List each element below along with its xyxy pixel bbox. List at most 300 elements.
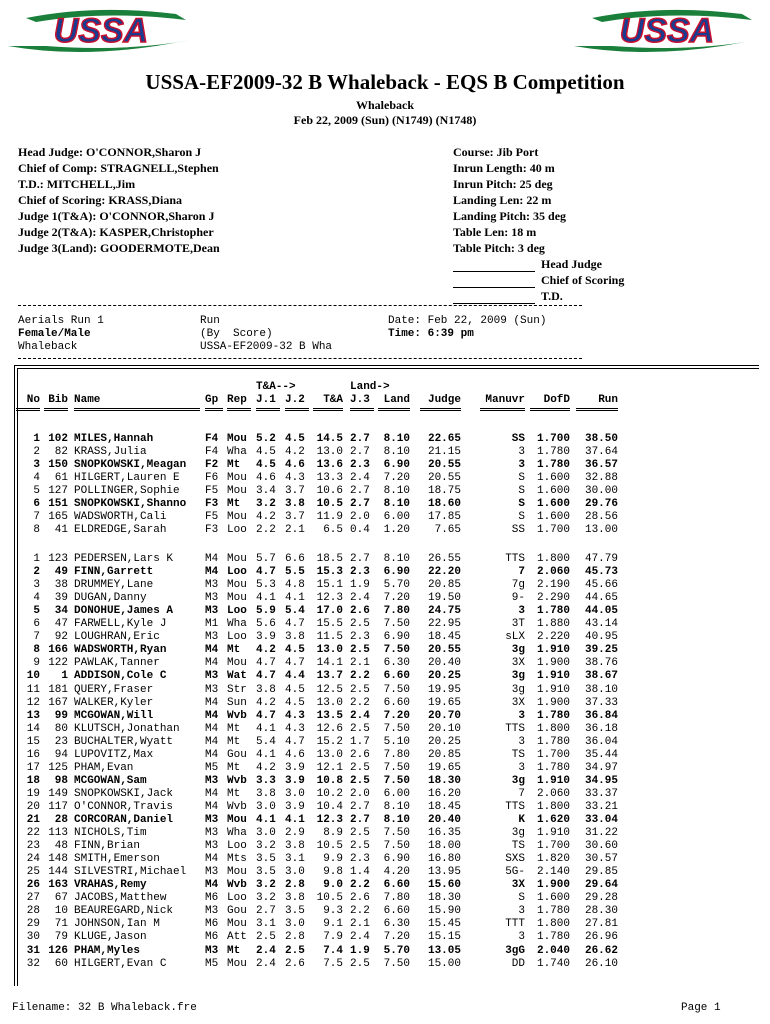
cell-man: SS (511, 524, 525, 537)
footer-page: Page 1 (681, 1002, 721, 1014)
cell-name: JACOBS,Matthew (74, 892, 167, 905)
cell-judge: 21.15 (427, 446, 461, 459)
cell-no: 6 (33, 498, 40, 511)
cell-dofd: 1.780 (536, 905, 570, 918)
cell-j3: 2.5 (350, 618, 370, 631)
table-row (0, 945, 770, 958)
cell-j1: 2.2 (256, 524, 276, 537)
course-item: Table Len: 18 m (453, 225, 537, 239)
table-row (0, 579, 770, 592)
cell-land: 7.50 (383, 957, 410, 970)
cell-judge: 18.45 (427, 800, 461, 813)
cell-j3: 2.4 (350, 931, 370, 944)
cell-j2: 4.3 (285, 472, 305, 485)
cell-ta: 13.6 (316, 459, 343, 472)
cell-no: 29 (26, 918, 40, 931)
cell-rep: Mou (227, 553, 247, 565)
cell-man: TTS (505, 722, 525, 735)
cell-land: 8.10 (383, 553, 410, 565)
column-header-run: Run (598, 394, 618, 406)
cell-j1: 4.2 (256, 761, 276, 774)
cell-rep: Loo (227, 631, 247, 644)
cell-rep: Mts (227, 853, 247, 866)
cell-judge: 18.60 (427, 498, 461, 511)
table-row (0, 814, 770, 827)
cell-man: DD (511, 957, 525, 970)
cell-man: 7 (518, 787, 525, 800)
cell-run: 32.88 (584, 472, 618, 485)
cell-rep: Wha (227, 618, 247, 631)
cell-j1: 5.6 (256, 618, 276, 631)
cell-dofd: 1.900 (536, 696, 570, 709)
cell-j1: 3.0 (256, 827, 276, 840)
cell-run: 34.95 (584, 774, 618, 787)
cell-j2: 2.6 (285, 957, 305, 970)
cell-j2: 2.1 (285, 524, 305, 537)
cell-judge: 20.55 (427, 472, 461, 485)
cell-j2: 3.9 (285, 800, 305, 813)
cell-no: 15 (26, 735, 40, 748)
cell-j1: 3.9 (256, 631, 276, 644)
cell-gp: M6 (205, 892, 219, 905)
cell-j1: 2.4 (256, 957, 276, 970)
cell-gp: F4 (205, 446, 219, 459)
cell-man: 3g (511, 670, 525, 683)
cell-name: FINN,Brian (74, 840, 141, 853)
table-row (0, 511, 770, 524)
cell-dofd: 1.780 (536, 735, 570, 748)
cell-no: 12 (26, 696, 40, 709)
table-row (0, 866, 770, 879)
cell-rep: Str (227, 683, 247, 696)
cell-no: 16 (26, 748, 40, 761)
cell-ta: 7.4 (323, 944, 343, 957)
cell-no: 1 (33, 553, 40, 565)
cell-bib: 150 (48, 459, 68, 472)
table-row (0, 433, 770, 446)
cell-no: 7 (33, 511, 40, 524)
cell-no: 21 (26, 814, 40, 826)
cell-judge: 16.20 (427, 787, 461, 800)
cell-j1: 3.2 (256, 498, 276, 511)
cell-land: 7.50 (383, 827, 410, 840)
cell-gp: M4 (205, 800, 219, 813)
cell-land: 8.10 (383, 498, 410, 511)
cell-name: KRASS,Julia (74, 446, 147, 459)
cell-name: FINN,Garrett (74, 566, 154, 579)
cell-j2: 3.8 (285, 840, 305, 853)
cell-j1: 3.2 (256, 879, 276, 892)
cell-land: 6.60 (383, 696, 410, 709)
column-header-j1: J.1 (256, 394, 276, 406)
cell-j3: 1.7 (350, 735, 370, 748)
cell-man: S (518, 485, 525, 498)
cell-j1: 4.5 (256, 459, 276, 472)
cell-man: SXS (505, 853, 525, 866)
cell-judge: 15.90 (427, 905, 461, 918)
cell-name: SILVESTRI,Michael (74, 866, 187, 879)
cell-run: 29.85 (584, 866, 618, 879)
cell-dofd: 1.700 (536, 748, 570, 761)
cell-j2: 3.1 (285, 853, 305, 866)
table-row (0, 723, 770, 736)
cell-j1: 3.2 (256, 840, 276, 853)
cell-judge: 16.80 (427, 853, 461, 866)
logo-text: USSA (53, 12, 149, 50)
header-underline (44, 408, 68, 411)
cell-run: 36.57 (584, 459, 618, 472)
cell-j1: 4.7 (256, 566, 276, 579)
cell-bib: 125 (48, 761, 68, 774)
cell-rep: Wvb (227, 800, 247, 813)
cell-rep: Loo (227, 524, 247, 537)
cell-ta: 9.1 (323, 918, 343, 931)
cell-bib: 39 (54, 592, 68, 605)
cell-dofd: 1.780 (536, 709, 570, 722)
cell-ta: 17.0 (316, 605, 343, 618)
table-row (0, 931, 770, 944)
header-underline (74, 408, 200, 411)
cell-run: 45.73 (584, 566, 618, 579)
cell-bib: 144 (48, 866, 68, 879)
cell-j2: 3.9 (285, 761, 305, 774)
cell-judge: 20.10 (427, 722, 461, 735)
cell-rep: Loo (227, 566, 247, 579)
cell-no: 4 (33, 592, 40, 605)
cell-no: 28 (26, 905, 40, 918)
cell-gp: F3 (205, 524, 219, 537)
cell-rep: Wha (227, 827, 247, 840)
cell-land: 8.10 (383, 814, 410, 826)
cell-j1: 5.2 (256, 433, 276, 445)
cell-name: O'CONNOR,Travis (74, 800, 174, 813)
signature-chief-scoring: Chief of Scoring (453, 272, 624, 288)
cell-j3: 2.0 (350, 787, 370, 800)
cell-ta: 12.3 (316, 592, 343, 605)
cell-man: 3g (511, 827, 525, 840)
cell-land: 7.20 (383, 592, 410, 605)
header-underline (285, 408, 309, 411)
cell-land: 7.80 (383, 748, 410, 761)
header-ta-group: T&A--> (256, 381, 296, 393)
column-header-gp: Gp (205, 394, 219, 406)
cell-run: 47.79 (584, 553, 618, 565)
cell-gp: M1 (205, 618, 219, 631)
header-underline (530, 408, 570, 411)
cell-name: SNOPKOWSKI,Shanno (74, 498, 187, 511)
cell-gp: M3 (205, 605, 219, 618)
cell-ta: 13.5 (316, 709, 343, 722)
cell-bib: 34 (54, 605, 68, 618)
cell-gp: M4 (205, 553, 219, 565)
cell-name: ELDREDGE,Sarah (74, 524, 167, 537)
cell-rep: Mt (227, 735, 241, 748)
cell-ta: 15.1 (316, 579, 343, 592)
cell-land: 7.20 (383, 931, 410, 944)
cell-man: 3 (518, 905, 525, 918)
cell-land: 6.00 (383, 511, 410, 524)
cell-no: 31 (26, 944, 40, 957)
cell-no: 32 (26, 957, 40, 970)
table-row (0, 566, 770, 579)
cell-land: 8.10 (383, 433, 410, 445)
cell-j2: 3.7 (285, 511, 305, 524)
cell-j2: 4.7 (285, 735, 305, 748)
cell-rep: Mt (227, 787, 241, 800)
cell-judge: 22.95 (427, 618, 461, 631)
cell-j2: 3.9 (285, 774, 305, 787)
cell-rep: Mt (227, 644, 241, 657)
cell-dofd: 1.600 (536, 472, 570, 485)
table-row (0, 710, 770, 723)
cell-j2: 3.0 (285, 918, 305, 931)
cell-land: 8.10 (383, 446, 410, 459)
cell-ta: 10.5 (316, 892, 343, 905)
cell-bib: 99 (54, 709, 68, 722)
cell-ta: 15.2 (316, 735, 343, 748)
cell-land: 5.70 (383, 579, 410, 592)
cell-gp: M3 (205, 905, 219, 918)
cell-land: 6.60 (383, 879, 410, 892)
cell-j1: 3.1 (256, 918, 276, 931)
table-row (0, 762, 770, 775)
table-row (0, 958, 770, 971)
cell-j2: 4.6 (285, 748, 305, 761)
cell-gp: M3 (205, 866, 219, 879)
course-item: Inrun Length: 40 m (453, 161, 555, 175)
cell-gp: M4 (205, 853, 219, 866)
cell-j3: 2.5 (350, 774, 370, 787)
cell-judge: 18.30 (427, 774, 461, 787)
cell-bib: 127 (48, 485, 68, 498)
cell-dofd: 1.780 (536, 446, 570, 459)
cell-j1: 3.4 (256, 485, 276, 498)
cell-land: 7.80 (383, 892, 410, 905)
cell-dofd: 2.140 (536, 866, 570, 879)
header-underline (227, 408, 251, 411)
cell-name: HILGERT,Lauren E (74, 472, 180, 485)
cell-gp: F5 (205, 485, 219, 498)
cell-j2: 3.8 (285, 892, 305, 905)
cell-j2: 4.5 (285, 696, 305, 709)
cell-j2: 4.7 (285, 618, 305, 631)
column-header-man: Manuvr (485, 394, 525, 406)
cell-j3: 2.4 (350, 592, 370, 605)
cell-j2: 4.5 (285, 433, 305, 445)
cell-land: 7.50 (383, 722, 410, 735)
cell-man: 3g (511, 774, 525, 787)
cell-rep: Wha (227, 446, 247, 459)
cell-j3: 2.6 (350, 748, 370, 761)
cell-j2: 5.5 (285, 566, 305, 579)
signature-td: T.D. (453, 288, 624, 304)
cell-judge: 20.40 (427, 657, 461, 670)
cell-judge: 19.65 (427, 696, 461, 709)
header-underline (313, 408, 343, 411)
cell-run: 36.04 (584, 735, 618, 748)
cell-dofd: 1.910 (536, 827, 570, 840)
cell-run: 38.50 (584, 433, 618, 445)
cell-land: 7.50 (383, 774, 410, 787)
cell-ta: 9.9 (323, 853, 343, 866)
cell-land: 6.90 (383, 631, 410, 644)
cell-rep: Sun (227, 696, 247, 709)
cell-ta: 12.3 (316, 814, 343, 826)
cell-rep: Mou (227, 814, 247, 826)
cell-no: 5 (33, 605, 40, 618)
cell-land: 6.30 (383, 657, 410, 670)
cell-no: 2 (33, 446, 40, 459)
cell-run: 33.37 (584, 787, 618, 800)
course-item: Course: Jib Port (453, 145, 539, 159)
divider (18, 305, 582, 306)
cell-no: 7 (33, 631, 40, 644)
cell-judge: 20.55 (427, 644, 461, 657)
cell-bib: 79 (54, 931, 68, 944)
cell-man: 3g (511, 683, 525, 696)
cell-gp: M4 (205, 657, 219, 670)
table-row (0, 775, 770, 788)
header-underline (420, 408, 461, 411)
cell-dofd: 2.060 (536, 787, 570, 800)
table-row (0, 657, 770, 670)
cell-j2: 3.0 (285, 866, 305, 879)
cell-ta: 10.4 (316, 800, 343, 813)
cell-judge: 13.95 (427, 866, 461, 879)
cell-man: 3X (511, 879, 525, 892)
cell-no: 19 (26, 787, 40, 800)
cell-run: 44.05 (584, 605, 618, 618)
cell-name: HILGERT,Evan C (74, 957, 167, 970)
cell-ta: 13.0 (316, 446, 343, 459)
cell-bib: 167 (48, 696, 68, 709)
cell-j3: 2.5 (350, 840, 370, 853)
cell-judge: 16.35 (427, 827, 461, 840)
cell-j3: 2.7 (350, 553, 370, 565)
table-row (0, 684, 770, 697)
cell-gp: M4 (205, 644, 219, 657)
official: Judge 2(T&A): KASPER,Christopher (18, 225, 214, 239)
cell-land: 7.50 (383, 683, 410, 696)
cell-dofd: 1.620 (536, 814, 570, 826)
cell-no: 9 (33, 657, 40, 670)
cell-gp: M5 (205, 761, 219, 774)
cell-j2: 4.4 (285, 670, 305, 683)
run-header-mid: Run (By Score) USSA-EF2009-32 B Wha (200, 315, 333, 353)
cell-name: LUPOVITZ,Max (74, 748, 154, 761)
cell-judge: 18.00 (427, 840, 461, 853)
table-row (0, 788, 770, 801)
run-header-right: Date: Feb 22, 2009 (Sun) Time: 6:39 pm (388, 315, 547, 340)
cell-j2: 3.8 (285, 631, 305, 644)
cell-bib: 163 (48, 879, 68, 892)
cell-judge: 20.40 (427, 814, 461, 826)
cell-man: 3 (518, 761, 525, 774)
table-row (0, 605, 770, 618)
cell-j1: 3.5 (256, 853, 276, 866)
cell-ta: 6.5 (323, 524, 343, 537)
cell-j2: 4.5 (285, 644, 305, 657)
cell-j2: 4.7 (285, 657, 305, 670)
cell-bib: 28 (54, 814, 68, 826)
cell-judge: 19.65 (427, 761, 461, 774)
cell-man: 3 (518, 709, 525, 722)
cell-bib: 102 (48, 433, 68, 445)
cell-run: 29.76 (584, 498, 618, 511)
cell-run: 37.64 (584, 446, 618, 459)
cell-man: TS (511, 840, 525, 853)
course-info (453, 144, 624, 304)
cell-no: 25 (26, 866, 40, 879)
cell-j3: 2.4 (350, 472, 370, 485)
cell-gp: M3 (205, 944, 219, 957)
cell-dofd: 1.600 (536, 511, 570, 524)
column-header-name: Name (74, 394, 101, 406)
cell-dofd: 1.910 (536, 670, 570, 683)
cell-name: NICHOLS,Tim (74, 827, 147, 840)
cell-gp: M3 (205, 827, 219, 840)
cell-bib: 48 (54, 840, 68, 853)
cell-land: 7.20 (383, 472, 410, 485)
cell-gp: M4 (205, 696, 219, 709)
cell-j1: 3.0 (256, 800, 276, 813)
cell-name: BEAUREGARD,Nick (74, 905, 174, 918)
cell-name: KLUGE,Jason (74, 931, 147, 944)
cell-land: 8.10 (383, 800, 410, 813)
cell-gp: M3 (205, 670, 219, 683)
cell-man: 3X (511, 696, 525, 709)
date-line: Feb 22, 2009 (Sun) (N1749) (N1748) (293, 113, 477, 127)
cell-rep: Mou (227, 433, 247, 445)
cell-judge: 22.20 (427, 566, 461, 579)
cell-j3: 2.7 (350, 800, 370, 813)
cell-bib: 47 (54, 618, 68, 631)
cell-gp: F5 (205, 511, 219, 524)
cell-j3: 2.7 (350, 433, 370, 445)
column-header-no: No (26, 394, 40, 406)
cell-rep: Mou (227, 866, 247, 879)
cell-dofd: 1.900 (536, 879, 570, 892)
cell-bib: 181 (48, 683, 68, 696)
cell-run: 45.66 (584, 579, 618, 592)
cell-rep: Mou (227, 592, 247, 605)
cell-dofd: 1.780 (536, 761, 570, 774)
cell-run: 38.67 (584, 670, 618, 683)
cell-j1: 4.2 (256, 511, 276, 524)
cell-j2: 2.5 (285, 944, 305, 957)
cell-land: 6.90 (383, 566, 410, 579)
cell-run: 26.96 (584, 931, 618, 944)
cell-ta: 10.2 (316, 787, 343, 800)
cell-run: 36.18 (584, 722, 618, 735)
cell-ta: 11.9 (316, 511, 343, 524)
header-underline (480, 408, 525, 411)
cell-run: 39.25 (584, 644, 618, 657)
column-header-dofd: DofD (543, 394, 570, 406)
course-item: Landing Pitch: 35 deg (453, 209, 567, 223)
cell-man: SS (511, 433, 525, 445)
table-row (0, 631, 770, 644)
logo-text: USSA (619, 12, 715, 50)
cell-no: 4 (33, 472, 40, 485)
cell-bib: 92 (54, 631, 68, 644)
cell-rep: Gou (227, 905, 247, 918)
cell-gp: M4 (205, 748, 219, 761)
table-row (0, 736, 770, 749)
table-row (0, 498, 770, 511)
cell-bib: 80 (54, 722, 68, 735)
cell-run: 28.30 (584, 905, 618, 918)
